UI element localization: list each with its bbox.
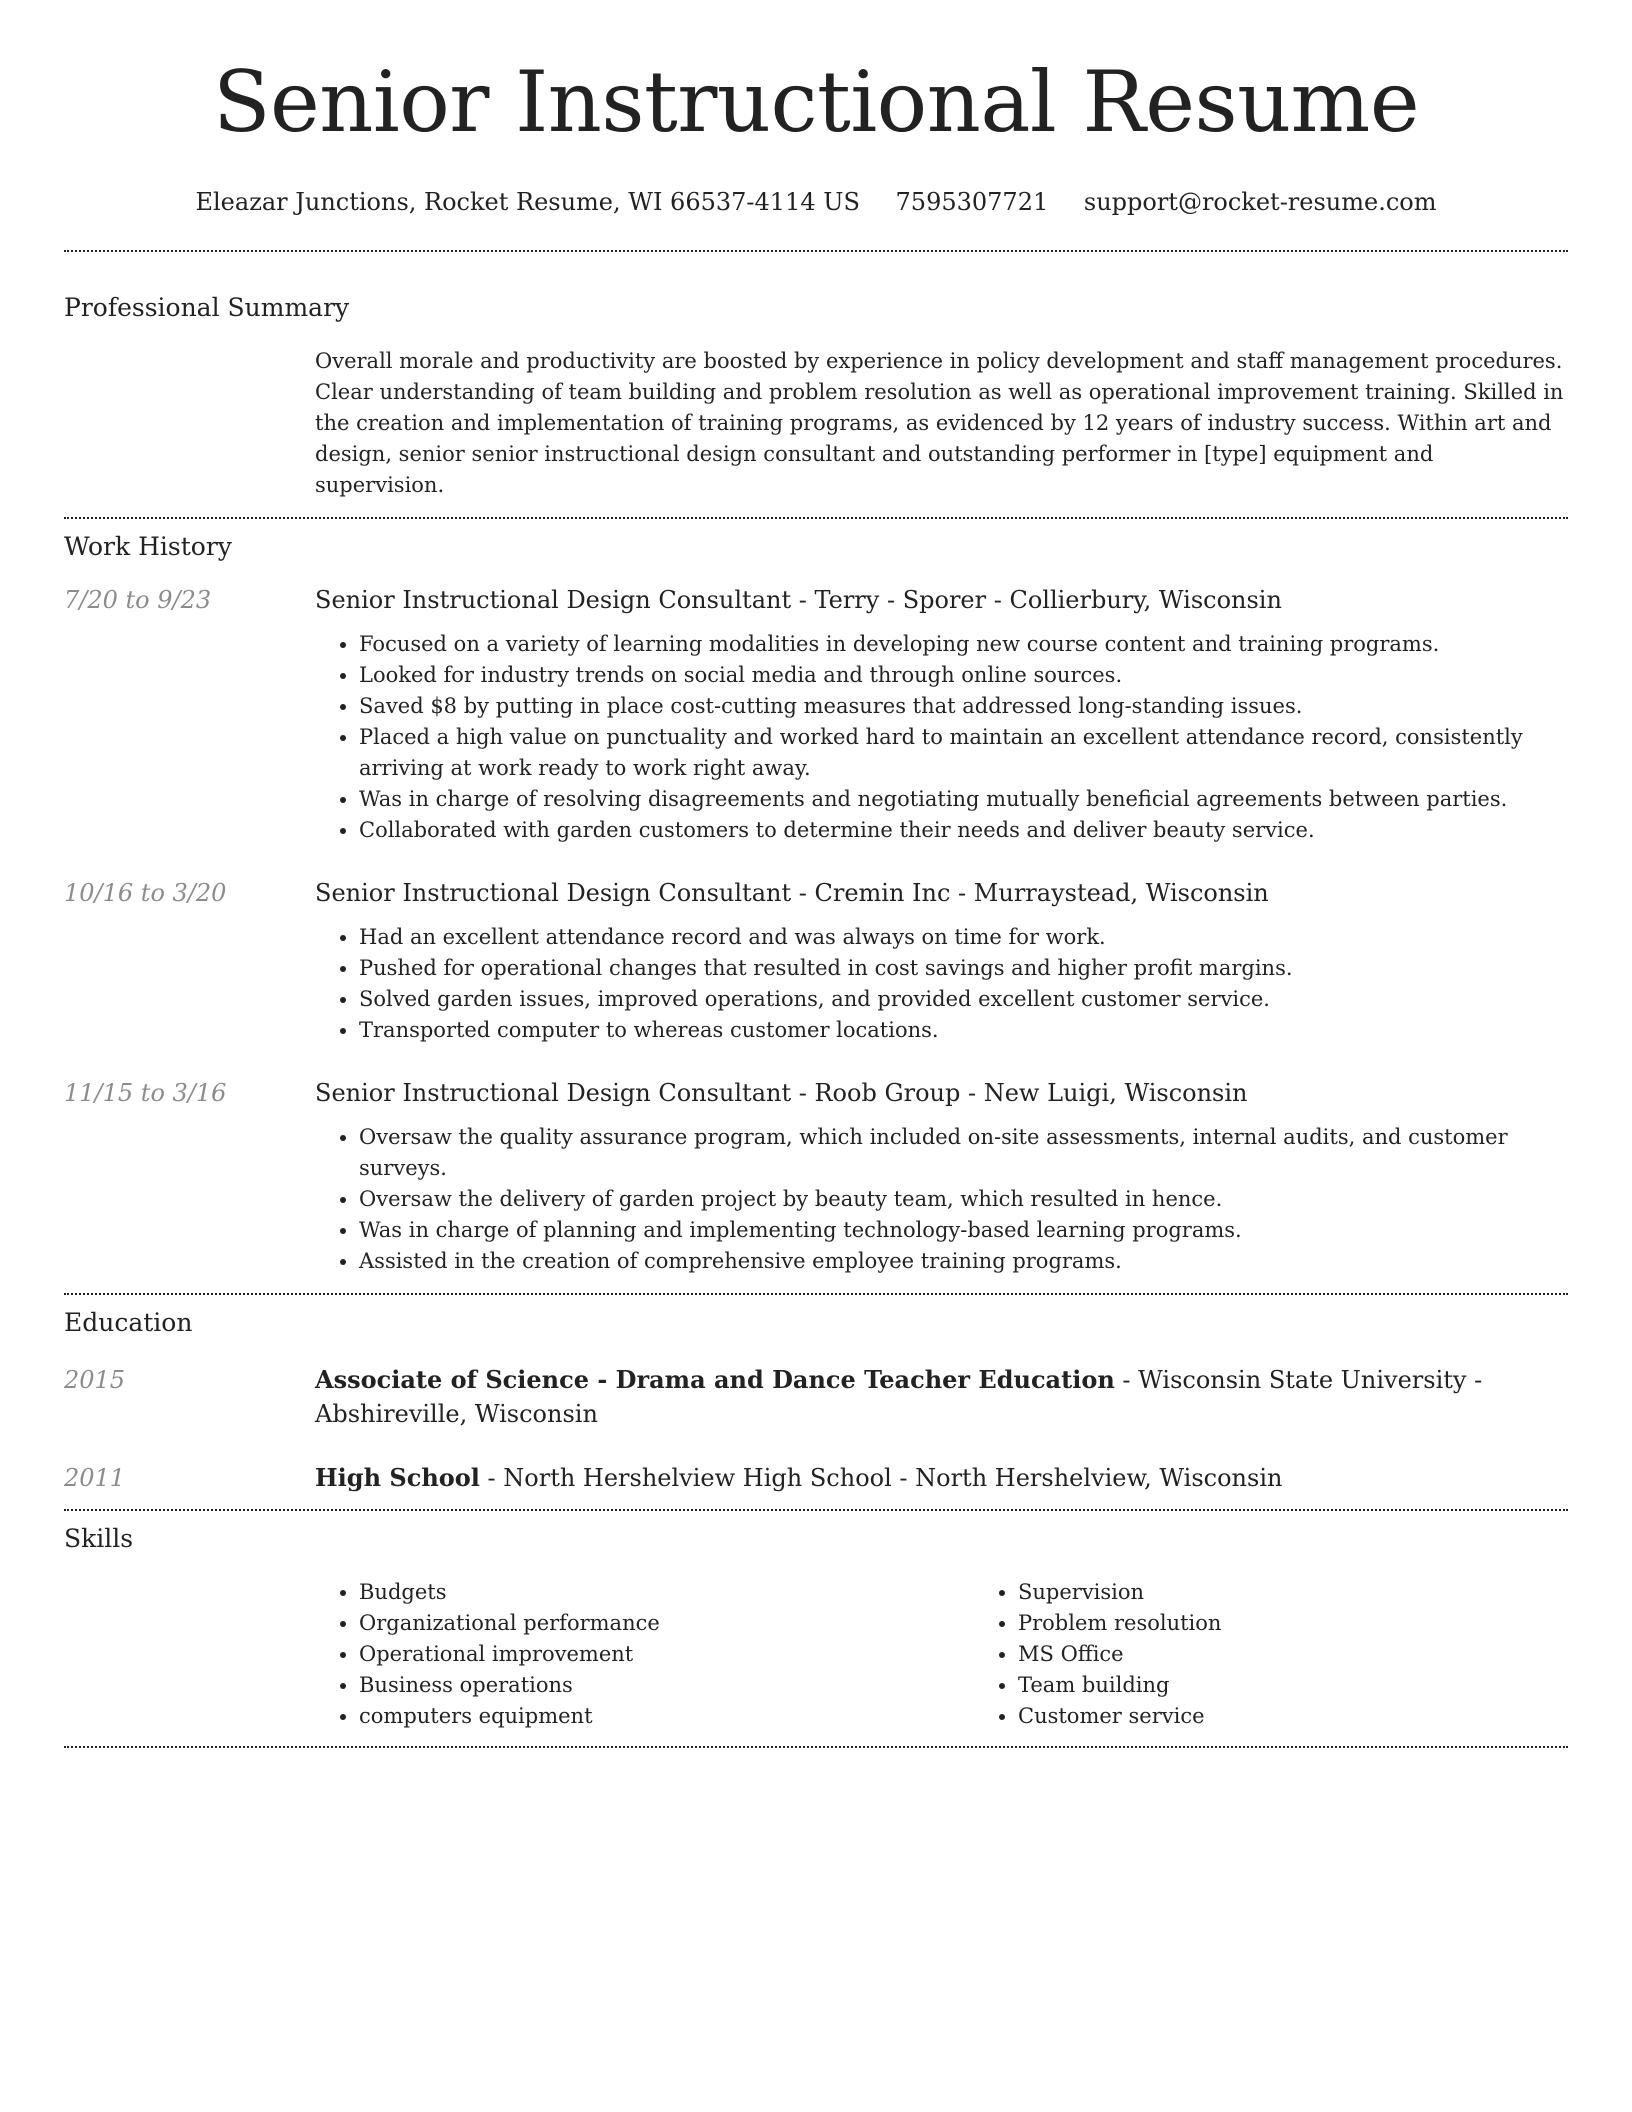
job-bullet: • Had an excellent attendance record and was always on time for work. [359, 922, 1568, 953]
divider [64, 1509, 1568, 1511]
divider [64, 250, 1568, 252]
job-bullet: • Transported computer to whereas customer locations. [359, 1015, 1568, 1046]
job-bullet: • Looked for industry trends on social media and through online sources. [359, 660, 1568, 691]
skills-left-spacer [64, 1577, 315, 1732]
contact-email: support@rocket-resume.com [1083, 188, 1437, 216]
job-bullet: • Assisted in the creation of comprehensive employee training programs. [359, 1246, 1568, 1277]
job-bullet: • Pushed for operational changes that resulted in cost savings and higher profit margins. [359, 953, 1568, 984]
divider [64, 517, 1568, 519]
skill-item: • Operational improvement [359, 1639, 974, 1670]
skill-item: • Team building [1018, 1670, 1632, 1701]
job-header [315, 1076, 1568, 1110]
job-employer: - Terry - Sporer - Collierbury, Wisconsin [791, 586, 1282, 614]
skill-item: • Business operations [359, 1670, 974, 1701]
education-year: 2015 [64, 1366, 126, 1394]
education-entry [64, 1461, 1568, 1495]
job-entry [64, 876, 1568, 1046]
contact-phone: 7595307721 [895, 188, 1049, 216]
education-entry [64, 1363, 1568, 1431]
work-history-heading: Work History [64, 532, 232, 561]
education-school: - Wisconsin State University - Abshireville, Wisconsin [315, 1366, 1483, 1428]
education-year: 2011 [64, 1464, 126, 1492]
education-school: - North Hershelview High School - North Hershelview, Wisconsin [479, 1464, 1283, 1492]
job-bullet: • Was in charge of planning and implementing technology-based learning programs. [359, 1215, 1568, 1246]
job-dates: 7/20 to 9/23 [64, 586, 212, 614]
job-employer: - Roob Group - New Luigi, Wisconsin [791, 1079, 1248, 1107]
education-detail [315, 1363, 1568, 1431]
contact-address: Eleazar Junctions, Rocket Resume, WI 66537-4114 US [195, 188, 860, 216]
skill-item: • Supervision [1018, 1577, 1632, 1608]
education-degree: High School [315, 1463, 480, 1492]
skills-row [64, 1577, 1568, 1732]
education-degree: Associate of Science - Drama and Dance Teacher Education [315, 1365, 1115, 1394]
summary-left-spacer [64, 346, 315, 501]
skill-item: • MS Office [1018, 1639, 1632, 1670]
job-dates: 11/15 to 3/16 [64, 1079, 227, 1107]
job-bullet: • Focused on a variety of learning modalities in developing new course content and training programs. [359, 629, 1568, 660]
education-detail [315, 1461, 1568, 1495]
job-position: Senior Instructional Design Consultant [315, 1079, 792, 1107]
skill-item: • Problem resolution [1018, 1608, 1632, 1639]
job-bullet: • Oversaw the delivery of garden project by beauty team, which resulted in hence. [359, 1184, 1568, 1215]
skills-columns [315, 1577, 1632, 1732]
skill-item: • Budgets [359, 1577, 974, 1608]
job-bullet: • Saved $8 by putting in place cost-cutting measures that addressed long-standing issues. [359, 691, 1568, 722]
summary-text: Overall morale and productivity are boosted by experience in policy development and staff management procedures. Clear understanding of team building and problem resolution as well as operational improvement training. Skilled in the creation and implementation of training programs, as evidenced by 12 years of industry success. Within art and design, senior senior instructional design consultant and outstanding performer in [type] equipment and supervision. [315, 349, 1564, 497]
job-bullet: • Placed a high value on punctuality and worked hard to maintain an excellent attendance record, consistently arriving at work ready to work right away. [359, 722, 1568, 784]
job-position: Senior Instructional Design Consultant [315, 586, 792, 614]
skill-item: • Organizational performance [359, 1608, 974, 1639]
contact-line [64, 188, 1568, 216]
skill-item: • Customer service [1018, 1701, 1632, 1732]
job-entry [64, 1076, 1568, 1277]
job-bullet: • Solved garden issues, improved operations, and provided excellent customer service. [359, 984, 1568, 1015]
skills-heading: Skills [64, 1524, 134, 1553]
summary-row [64, 346, 1568, 501]
divider [64, 1293, 1568, 1295]
job-bullet: • Was in charge of resolving disagreements and negotiating mutually beneficial agreements between parties. [359, 784, 1568, 815]
job-position: Senior Instructional Design Consultant [315, 879, 792, 907]
job-header [315, 583, 1568, 617]
job-bullets [315, 1122, 1568, 1277]
job-employer: - Cremin Inc - Murraystead, Wisconsin [791, 879, 1269, 907]
education-heading: Education [64, 1308, 193, 1337]
skills-list-right [974, 1577, 1632, 1732]
skill-item: • computers equipment [359, 1701, 974, 1732]
job-bullet: • Collaborated with garden customers to determine their needs and deliver beauty service. [359, 815, 1568, 846]
divider [64, 1746, 1568, 1748]
job-bullets [315, 629, 1568, 846]
job-dates: 10/16 to 3/20 [64, 879, 227, 907]
resume-title: Senior Instructional Resume [212, 53, 1420, 151]
job-bullet: • Oversaw the quality assurance program, which included on-site assessments, internal audits, and customer surveys. [359, 1122, 1568, 1184]
skills-list-left [315, 1577, 974, 1732]
summary-heading: Professional Summary [64, 293, 350, 322]
job-header [315, 876, 1568, 910]
job-bullets [315, 922, 1568, 1046]
job-entry [64, 583, 1568, 846]
